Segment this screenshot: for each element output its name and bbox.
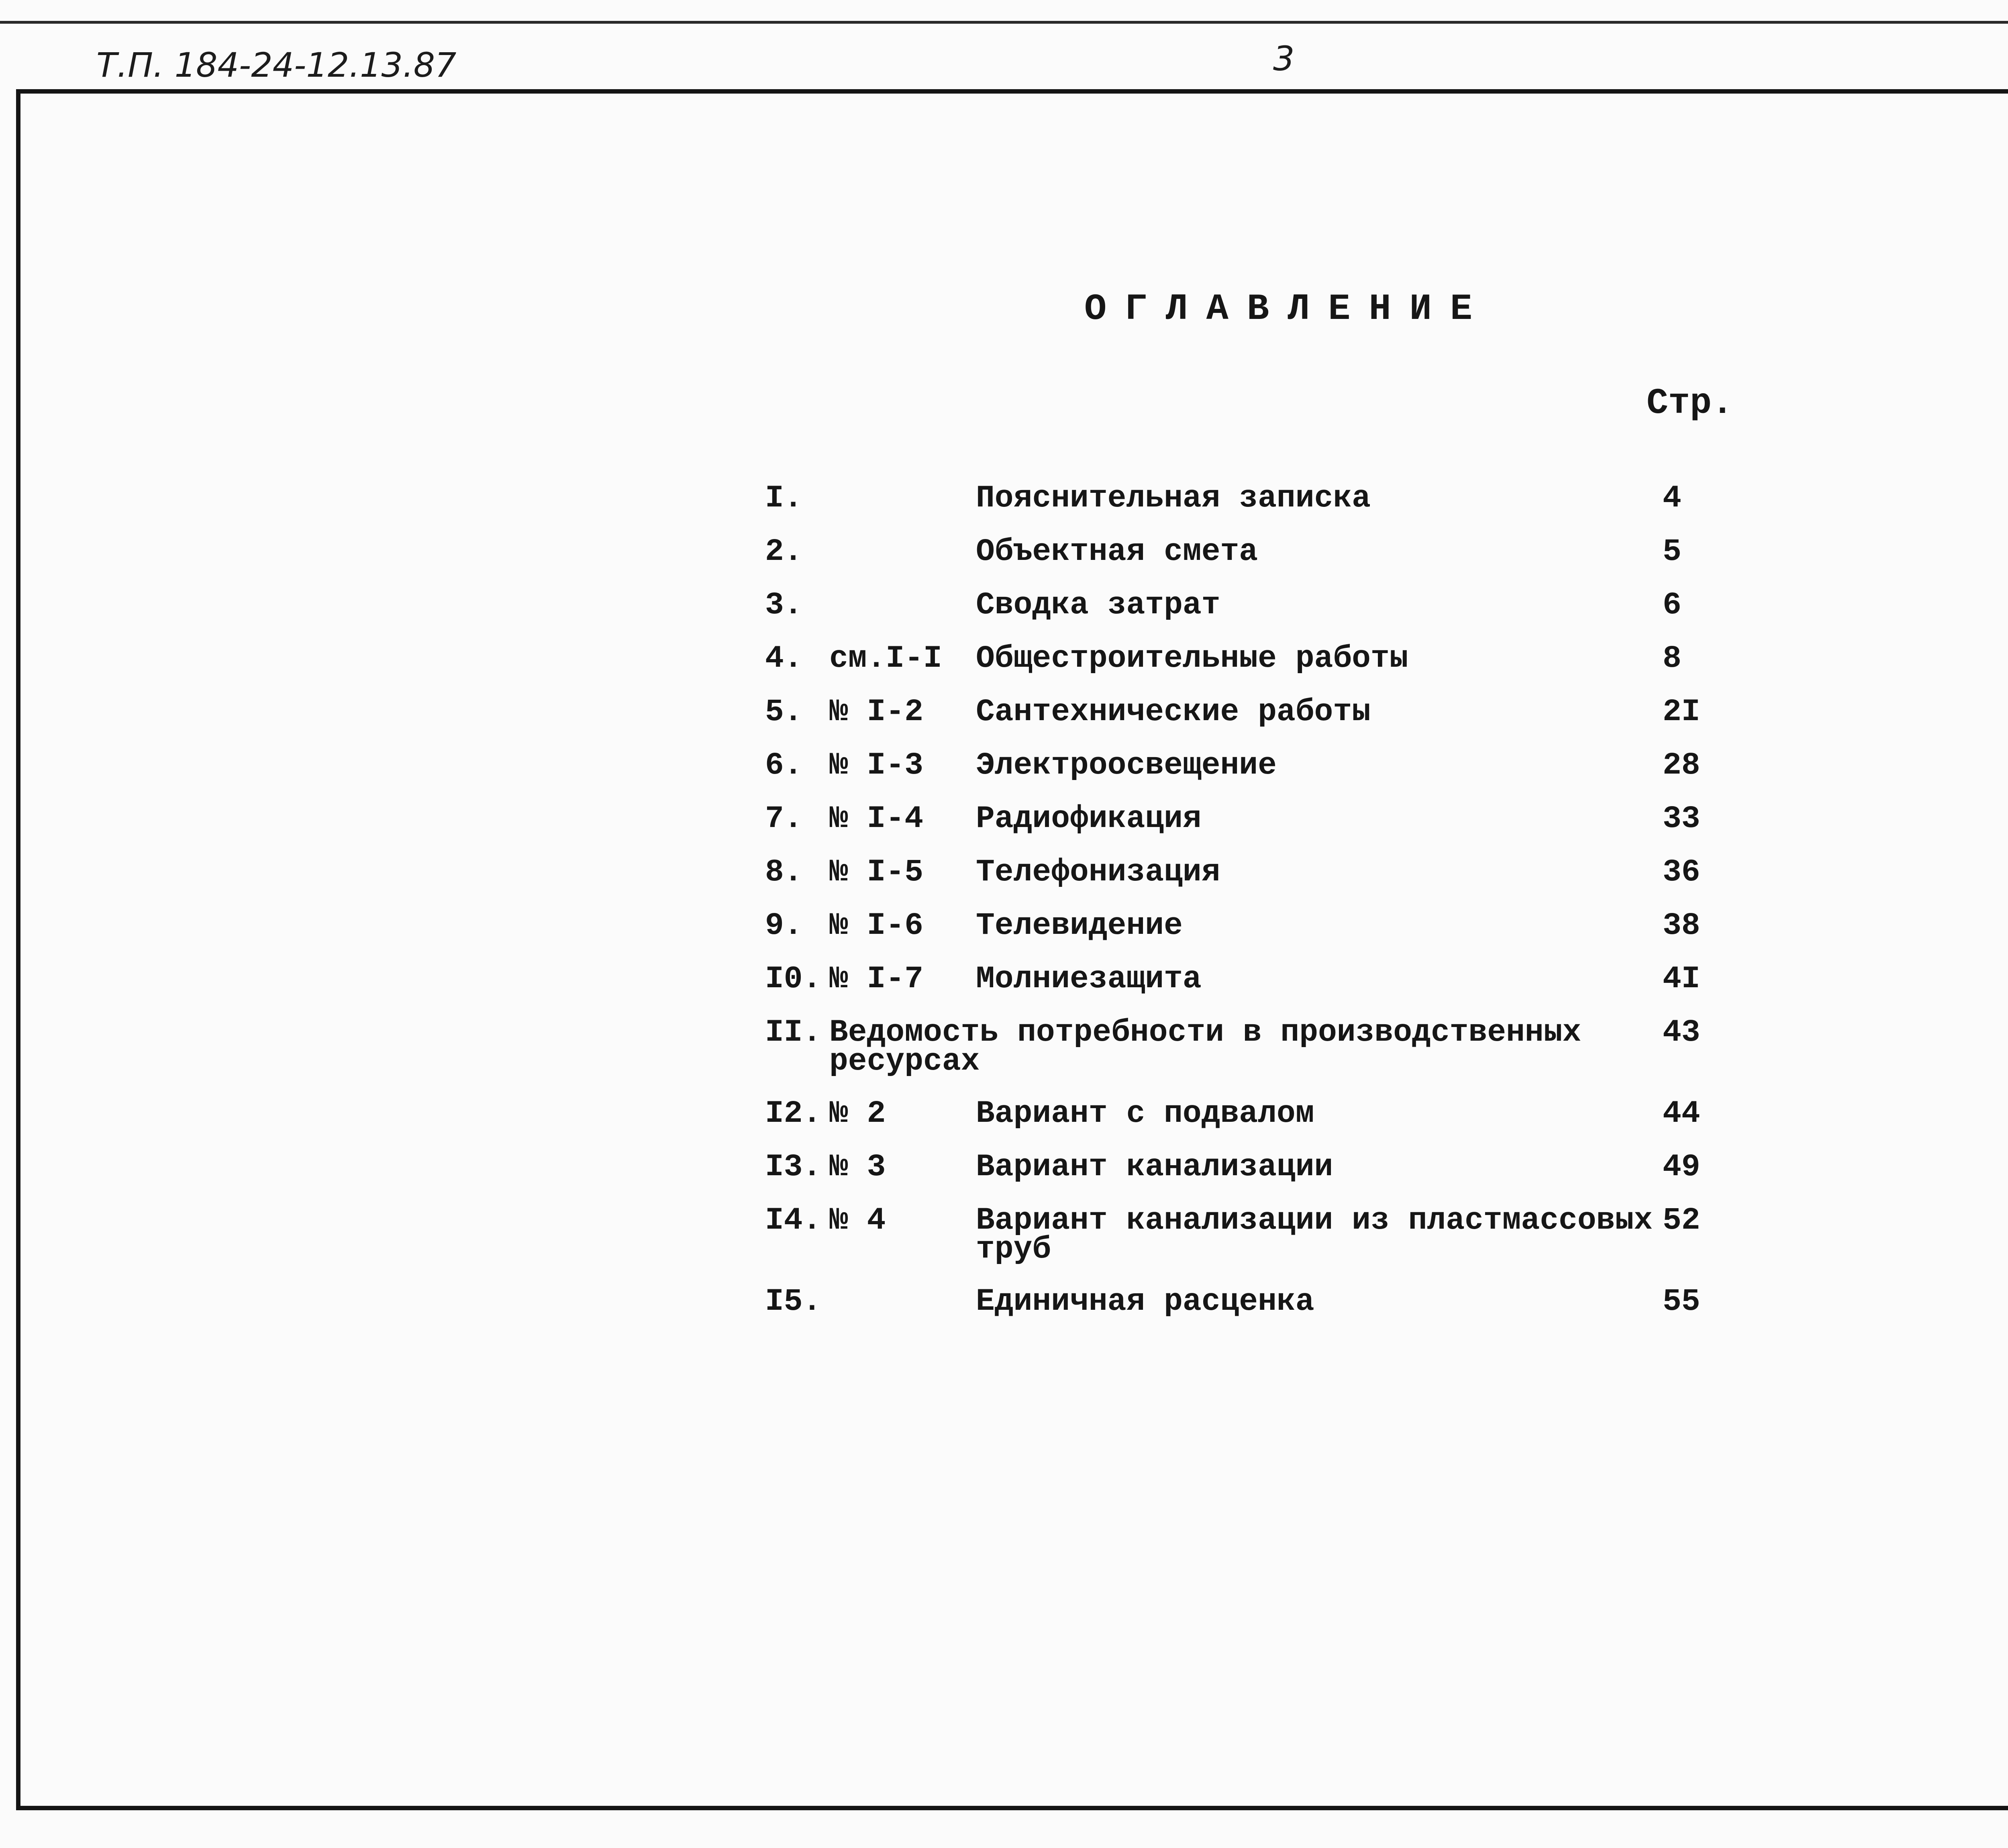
toc-page: 8 (1663, 641, 1681, 676)
toc-title: Пояснительная записка (976, 481, 1371, 516)
toc-number: 2. (765, 534, 803, 570)
toc-number: 8. (765, 855, 803, 890)
toc-page: 33 (1663, 801, 1700, 837)
toc-reference: № I-5 (829, 855, 924, 890)
toc-page: 43 (1663, 1015, 1700, 1050)
toc-page: 36 (1663, 855, 1700, 890)
toc-number: I2. (765, 1096, 822, 1131)
toc-page: 55 (1663, 1284, 1700, 1319)
toc-number: II. (765, 1015, 822, 1050)
toc-page: 52 (1663, 1203, 1700, 1238)
toc-title-line-2: труб (976, 1232, 1051, 1267)
toc-number: I4. (765, 1203, 822, 1238)
toc-number: I0. (765, 962, 822, 997)
toc-number: I3. (765, 1150, 822, 1185)
toc-title: Вариант с подвалом (976, 1096, 1314, 1131)
document-code: Т.П. 184-24-12.13.87 (96, 45, 457, 85)
toc-reference: № 2 (829, 1096, 886, 1131)
toc-title-line-2: ресурсах (829, 1044, 980, 1079)
toc-title: Сводка затрат (976, 588, 1220, 623)
toc-page: 4 (1663, 481, 1681, 516)
toc-title: Общестроительные работы (976, 641, 1408, 676)
toc-page: 2I (1663, 694, 1700, 730)
toc-number: 6. (765, 748, 803, 783)
toc-title: Радиофикация (976, 801, 1202, 837)
toc-number: 9. (765, 908, 803, 943)
toc-title: Телевидение (976, 908, 1183, 943)
page-column-header: Стр. (1647, 383, 1734, 424)
toc-title: Молниезащита (976, 962, 1202, 997)
page-number: 3 (1273, 39, 1295, 78)
toc-number: 3. (765, 588, 803, 623)
toc-number: I. (765, 481, 803, 516)
toc-page: 4I (1663, 962, 1700, 997)
toc-title: Телефонизация (976, 855, 1220, 890)
top-rule (0, 21, 2008, 24)
toc-page: 5 (1663, 534, 1681, 570)
toc-reference: см.I-I (829, 641, 942, 676)
toc-page: 28 (1663, 748, 1700, 783)
toc-page: 6 (1663, 588, 1681, 623)
toc-title-line-1: Ведомость потребности в производственных (829, 1015, 1582, 1050)
toc-title-line-1: Вариант канализации из пластмассовых (976, 1203, 1653, 1238)
toc-title: Единичная расценка (976, 1284, 1314, 1319)
toc-reference: № I-2 (829, 694, 924, 730)
toc-title: Вариант канализации (976, 1150, 1333, 1185)
toc-number: 4. (765, 641, 803, 676)
toc-page: 49 (1663, 1150, 1700, 1185)
toc-reference: № I-7 (829, 962, 924, 997)
page-title: ОГЛАВЛЕНИЕ (1084, 288, 1491, 330)
toc-page: 44 (1663, 1096, 1700, 1131)
toc-reference: № 3 (829, 1150, 886, 1185)
toc-reference: № I-4 (829, 801, 924, 837)
toc-number: 5. (765, 694, 803, 730)
toc-number: 7. (765, 801, 803, 837)
toc-reference: № 4 (829, 1203, 886, 1238)
toc-title: Объектная смета (976, 534, 1258, 570)
toc-title: Сантехнические работы (976, 694, 1371, 730)
toc-reference: № I-6 (829, 908, 924, 943)
toc-title: Электроосвещение (976, 748, 1277, 783)
drawing-frame (16, 89, 2008, 1810)
toc-page: 38 (1663, 908, 1700, 943)
toc-number: I5. (765, 1284, 822, 1319)
toc-reference: № I-3 (829, 748, 924, 783)
